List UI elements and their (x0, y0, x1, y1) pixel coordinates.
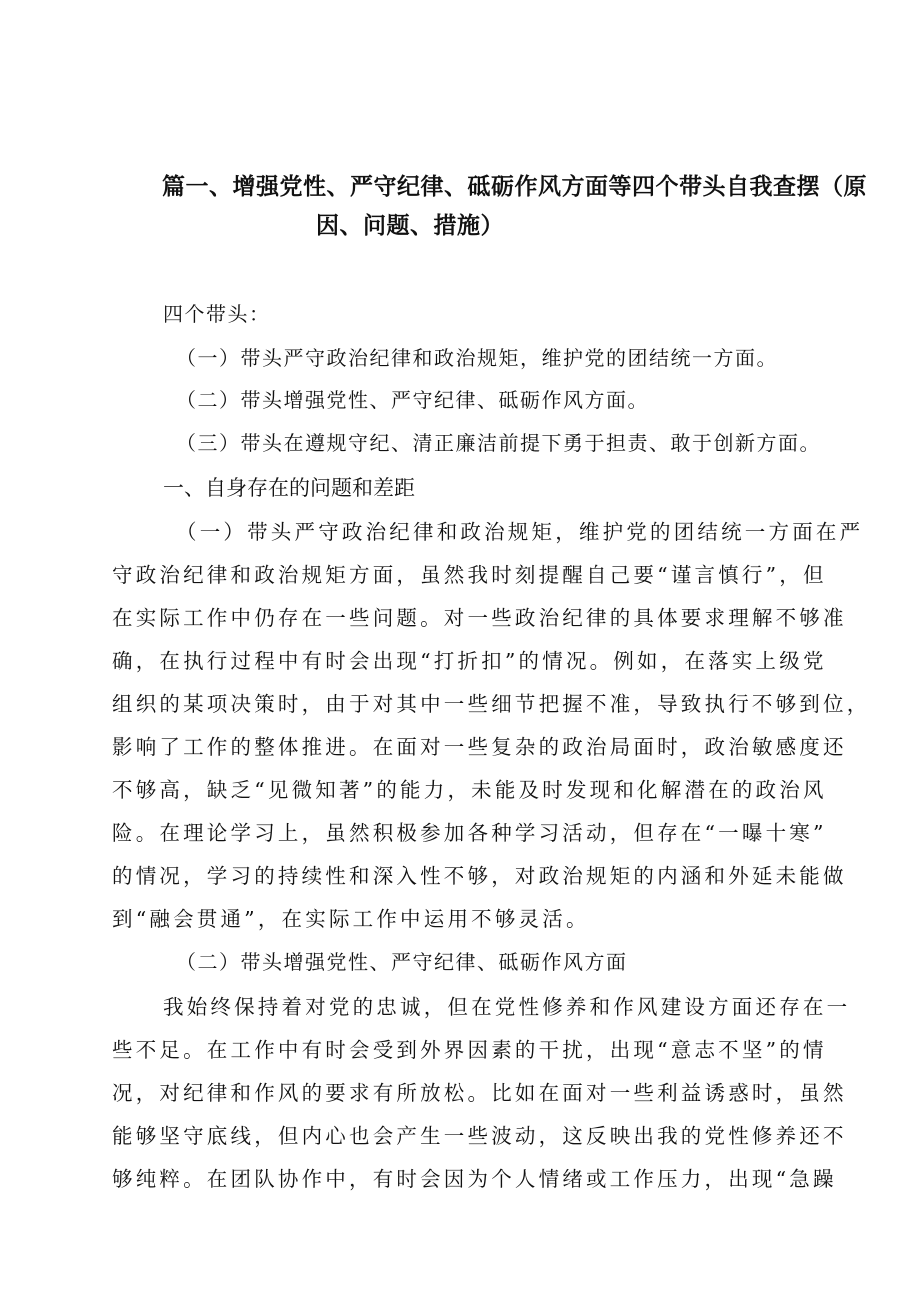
intro-label: 四个带头： (163, 302, 271, 326)
paragraph-line: 到“融会贯通”，在实际工作中运用不够灵活。 (112, 907, 590, 931)
paragraph-line: （一）带头严守政治纪律和政治规矩，维护党的团结统一方面在严 (176, 520, 864, 544)
section-heading: 一、自身存在的问题和差距 (163, 476, 415, 500)
paragraph-line: 我始终保持着对党的忠诚，但在党性修养和作风建设方面还存在一 (163, 995, 851, 1019)
subsection-heading: （二）带头增强党性、严守纪律、砥砺作风方面 (176, 950, 628, 974)
intro-item-2: （二）带头增强党性、严守纪律、砥砺作风方面。 (176, 388, 649, 412)
paragraph-line: 能够坚守底线，但内心也会产生一些波动，这反映出我的党性修养还不 (112, 1124, 847, 1148)
paragraph-line: 险。在理论学习上，虽然积极参加各种学习活动，但存在“一曝十寒” (112, 821, 827, 845)
paragraph-line: 在实际工作中仍存在一些问题。对一些政治纪律的具体要求理解不够准 (112, 606, 847, 630)
document-title-line-2: 因、问题、措施） (316, 213, 504, 239)
intro-item-3: （三）带头在遵规守纪、清正廉洁前提下勇于担责、敢于创新方面。 (176, 431, 821, 455)
paragraph-line: 不够高，缺乏“见微知著”的能力，未能及时发现和化解潜在的政治风 (112, 778, 827, 802)
paragraph-line: 影响了工作的整体推进。在面对一些复杂的政治局面时，政治敏感度还 (112, 735, 847, 759)
paragraph-line: 些不足。在工作中有时会受到外界因素的干扰，出现“意志不坚”的情 (112, 1038, 827, 1062)
intro-item-1: （一）带头严守政治纪律和政治规矩，维护党的团结统一方面。 (176, 346, 778, 370)
paragraph-line: 况，对纪律和作风的要求有所放松。比如在面对一些利益诱惑时，虽然 (112, 1081, 847, 1105)
document-title-line-1: 篇一、增强党性、严守纪律、砥砺作风方面等四个带头自我查摆（原 (162, 174, 867, 200)
paragraph-line: 的情况，学习的持续性和深入性不够，对政治规矩的内涵和外延未能做 (112, 864, 847, 888)
paragraph-line: 够纯粹。在团队协作中，有时会因为个人情绪或工作压力，出现“急躁 (112, 1167, 837, 1191)
paragraph-line: 组织的某项决策时，由于对其中一些细节把握不准，导致执行不够到位， (112, 692, 871, 716)
paragraph-line: 确，在执行过程中有时会出现“打折扣”的情况。例如，在落实上级党 (112, 649, 827, 673)
paragraph-line: 守政治纪律和政治规矩方面，虽然我时刻提醒自己要“谨言慎行”，但 (112, 563, 827, 587)
